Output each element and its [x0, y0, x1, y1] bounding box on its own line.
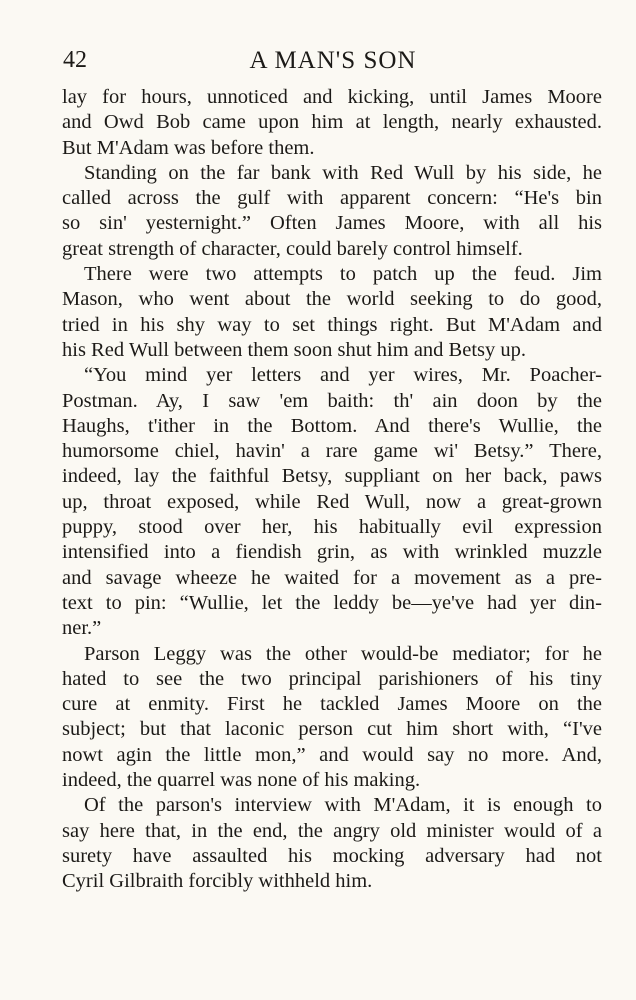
- text-line: “You mind yer letters and yer wires, Mr. Poacher-: [84, 364, 602, 387]
- page-header: [63, 45, 603, 85]
- text-line: up, throat exposed, while Red Wull, now a great-grown: [62, 490, 602, 513]
- text-line: great strength of character, could barely control himself.: [62, 237, 523, 260]
- text-line: humorsome chiel, havin' a rare game wi' Betsy.” There,: [62, 440, 602, 463]
- text-line: subject; but that laconic person cut him short with, “I've: [62, 718, 602, 741]
- text-line: indeed, the quarrel was none of his making.: [62, 769, 421, 792]
- text-line: indeed, lay the faithful Betsy, suppliant on her back, paws: [62, 465, 602, 488]
- text-line: and Owd Bob came upon him at length, nearly exhausted.: [62, 111, 602, 134]
- text-line: Haughs, t'ither in the Bottom. And there's Wullie, the: [62, 414, 602, 437]
- text-line: ner.”: [62, 617, 102, 640]
- text-line: puppy, stood over her, his habitually evil expression: [62, 516, 602, 539]
- text-line: Parson Leggy was the other would-be mediator; for he: [84, 642, 602, 665]
- text-line: cure at enmity. First he tackled James Moore on the: [62, 693, 602, 716]
- text-line: text to pin: “Wullie, let the leddy be—ye've had yer din-: [62, 591, 602, 614]
- text-line: Mason, who went about the world seeking to do good,: [62, 288, 602, 311]
- text-line: Cyril Gilbraith forcibly withheld him.: [62, 870, 373, 893]
- running-title: A MAN'S SON: [249, 47, 417, 74]
- text-line: But M'Adam was before them.: [62, 136, 315, 159]
- text-line: so sin' yesternight.” Often James Moore, with all his: [62, 212, 602, 235]
- text-line: Of the parson's interview with M'Adam, it is enough to: [84, 794, 602, 817]
- text-line: his Red Wull between them soon shut him and Betsy up.: [62, 338, 526, 361]
- text-line: tried in his shy way to set things right. But M'Adam and: [62, 313, 602, 336]
- text-line: and savage wheeze he waited for a movement as a pre-: [62, 566, 602, 589]
- text-line: nowt agin the little mon,” and would say no more. And,: [62, 743, 602, 766]
- text-line: called across the gulf with apparent concern: “He's bin: [62, 187, 602, 210]
- text-line: intensified into a fiendish grin, as with wrinkled muzzle: [62, 541, 602, 564]
- text-line: surety have assaulted his mocking adversary had not: [62, 844, 602, 867]
- text-line: hated to see the two principal parishioners of his tiny: [62, 667, 602, 690]
- text-line: lay for hours, unnoticed and kicking, until James Moore: [62, 86, 602, 108]
- text-line: say here that, in the end, the angry old minister would of a: [62, 819, 602, 842]
- text-line: Postman. Ay, I saw 'em baith: th' ain doon by the: [62, 389, 602, 412]
- page-number: 42: [63, 47, 87, 73]
- body-text: [62, 85, 602, 895]
- text-line: There were two attempts to patch up the feud. Jim: [84, 263, 602, 286]
- text-line: Standing on the far bank with Red Wull by his side, he: [84, 161, 602, 184]
